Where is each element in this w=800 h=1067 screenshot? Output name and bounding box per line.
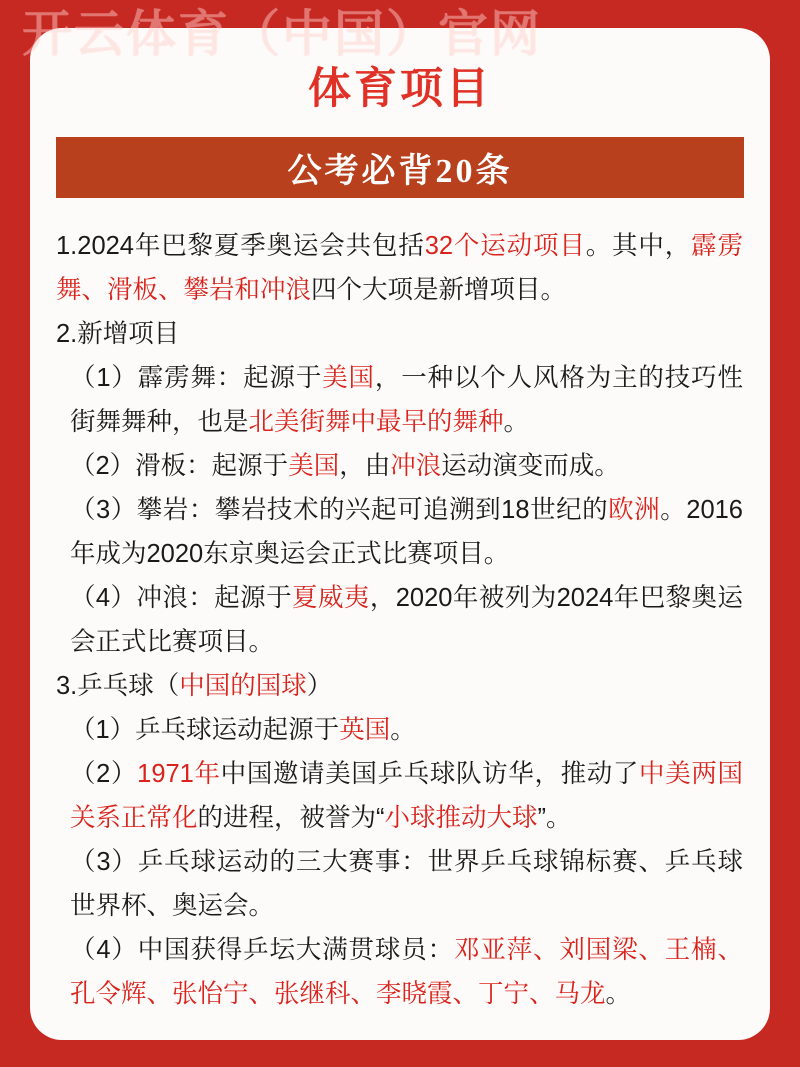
p7-seg-c: ） — [306, 672, 333, 701]
p10-seg-a: （3）乒乓球运动的三大赛事：世界乒乓球锦标赛、乒乓球世界杯、奥运会。 — [70, 848, 743, 921]
paragraph-11 — [56, 928, 743, 1016]
body-content — [56, 224, 743, 1016]
p9-seg-a: （2） — [70, 760, 138, 789]
p3-seg-c: ，一种以个人风格为主的技巧性街舞舞种，也是 — [70, 364, 743, 437]
p5-seg-b: 欧洲 — [608, 496, 661, 525]
paragraph-9 — [56, 752, 743, 840]
p6-seg-c: ，2020年被列为2024年巴黎奥运会正式比赛项目。 — [70, 584, 743, 657]
p9-seg-e: 的进程，被誉为“ — [197, 804, 385, 833]
p8-seg-a: （1）乒乓球运动起源于 — [70, 716, 340, 745]
p3-seg-e: 。 — [503, 408, 530, 437]
p9-seg-c: 中国邀请美国乒乓球队访华，推动了 — [220, 760, 640, 789]
paragraph-5 — [56, 488, 743, 576]
p5-seg-a: （3）攀岩：攀岩技术的兴起可追溯到18世纪的 — [70, 496, 609, 525]
p4-seg-b: 美国 — [288, 452, 340, 481]
p1-seg-d: 霹雳舞、滑板、攀岩和冲浪 — [56, 232, 743, 305]
paragraph-4 — [56, 444, 743, 488]
p7-seg-a: 3.乒乓球（ — [56, 672, 180, 701]
p2-seg-a: 2.新增项目 — [56, 320, 180, 349]
page-title: 体育项目 — [308, 66, 492, 113]
paragraph-2 — [56, 312, 743, 356]
paragraph-10 — [56, 840, 743, 928]
p5-seg-c: 。2016年成为2020东京奥运会正式比赛项目。 — [70, 496, 743, 569]
p3-seg-b: 美国 — [322, 364, 375, 393]
p4-seg-d: 冲浪 — [390, 452, 442, 481]
subtitle-banner — [56, 137, 744, 198]
paragraph-1 — [56, 224, 743, 312]
p6-seg-a: （4）冲浪：起源于 — [70, 584, 293, 613]
p3-seg-a: （1）霹雳舞：起源于 — [70, 364, 323, 393]
p9-seg-g: ”。 — [537, 804, 572, 833]
watermark-text: 开云体育（中国）官网 — [22, 6, 542, 62]
p8-seg-b: 英国 — [339, 716, 391, 745]
subtitle-banner-label: 公考必背20条 — [287, 153, 513, 191]
paragraph-8 — [56, 708, 743, 752]
paragraph-7 — [56, 664, 743, 708]
paragraph-3 — [56, 356, 743, 444]
p9-seg-b: 1971年 — [137, 760, 221, 789]
p6-seg-b: 夏威夷 — [292, 584, 370, 613]
p1-seg-c: 。其中， — [585, 232, 692, 261]
p1-seg-a: 1.2024年巴黎夏季奥运会共包括 — [56, 232, 425, 261]
p11-seg-b: 邓亚萍、刘国梁、王楠、孔令辉、张怡宁、张继科、李晓霞、丁宁、马龙 — [70, 936, 743, 1009]
p7-seg-b: 中国的国球 — [179, 672, 307, 701]
p11-seg-c: 。 — [605, 980, 632, 1009]
p9-seg-d: 中美两国关系正常化 — [70, 760, 743, 833]
content-card — [30, 28, 770, 1040]
p4-seg-c: ，由 — [339, 452, 391, 481]
p1-seg-b: 32个运动项目 — [424, 232, 586, 261]
p1-seg-e: 四个大项是新增项目。 — [311, 276, 567, 305]
p9-seg-f: 小球推动大球 — [384, 804, 538, 833]
p4-seg-a: （2）滑板：起源于 — [70, 452, 289, 481]
paragraph-6 — [56, 576, 743, 664]
p11-seg-a: （4）中国获得乒坛大满贯球员： — [70, 936, 454, 965]
p4-seg-e: 运动演变而成。 — [441, 452, 620, 481]
p3-seg-d: 北美街舞中最早的舞种 — [248, 408, 504, 437]
p8-seg-c: 。 — [390, 716, 416, 745]
